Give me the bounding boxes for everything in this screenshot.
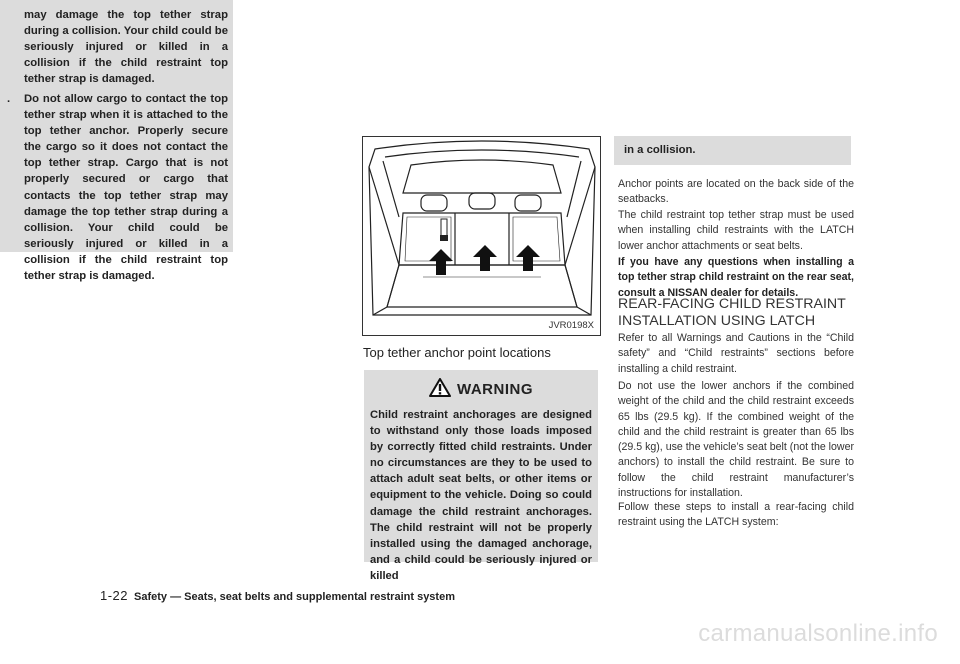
- paragraph: The child restraint top tether strap must be used when installing child restraints with the LATCH lower anchor attachments or seat belts.: [618, 209, 854, 252]
- warning-heading: [364, 378, 598, 401]
- warning-continuation-text: in a collision.: [624, 144, 696, 156]
- chapter-title: Safety — Seats, seat belts and supplemental restraint system: [134, 591, 455, 603]
- page-number: 1-22: [100, 588, 129, 603]
- paragraph: Follow these steps to install a rear-facing child restraint using the LATCH system:: [618, 501, 854, 529]
- caution-continuation-box: [0, 0, 233, 282]
- caution-text: [7, 7, 228, 284]
- paragraph-bold: If you have any questions when installing a top tether strap child restraint on the rear seat, consult a NISSAN dealer for details.: [618, 256, 854, 299]
- warning-text: Child restraint anchorages are designed to withstand only those loads imposed by correctly fitted child restraints. Under no circumstances are they to be used to attach adult seat belts, or other items or equipment to the vehicle. Doing so could damage the child restraint anchorages. The child restraint will not be properly installed using the damaged anchorage, and a child could be seriously injured or killed: [370, 409, 592, 582]
- warning-continuation-box: [614, 136, 851, 165]
- paragraph: Do not use the lower anchors if the combined weight of the child and the child restraint exceeds 65 lbs (29.5 kg). If the combined weight of the child and the child restraint is greater than 65 lbs (29.5 kg), use the vehicle’s seat belt (not the lower anchors) to install the child restraint. Be sure to follow the child restraint manufacturer’s instructions for installation.: [618, 380, 854, 500]
- paragraph: Anchor points are located on the back side of the seatbacks.: [618, 178, 854, 206]
- warning-label: WARNING: [457, 381, 533, 398]
- cargo-area-drawing: [363, 137, 600, 335]
- caution-paragraph: Do not allow cargo to contact the top tether strap when it is attached to the top tether anchor. Properly secure the cargo so it does not contact the top tether strap. Cargo that is not properly secured or cargo that contacts the top tether strap may damage the top tether strap during a collision. Your child could be seriously injured or killed in a collision if the child restraint top tether strap is damaged.: [24, 93, 228, 282]
- bullet-marker: .: [7, 93, 11, 106]
- paragraph: Refer to all Warnings and Cautions in the “Child safety” and “Child restraints” sections before installing a child restraint.: [618, 332, 854, 375]
- warning-box: [364, 370, 598, 582]
- caution-paragraph: may damage the top tether strap during a collision. Your child could be seriously injured or killed in a collision if the child restraint top tether strap is damaged.: [24, 9, 228, 86]
- caution-bullet-item: [7, 91, 228, 284]
- section-title: REAR-FACING CHILD RESTRAINT INSTALLATION USING LATCH: [618, 296, 846, 329]
- watermark: carmanualsonline.info: [698, 620, 938, 647]
- figure-code: JVR0198X: [548, 320, 594, 331]
- page-footer: [100, 588, 455, 603]
- figure-title: Top tether anchor point locations: [363, 345, 551, 360]
- warning-triangle-icon: [429, 378, 451, 401]
- cargo-area-illustration: [362, 136, 601, 336]
